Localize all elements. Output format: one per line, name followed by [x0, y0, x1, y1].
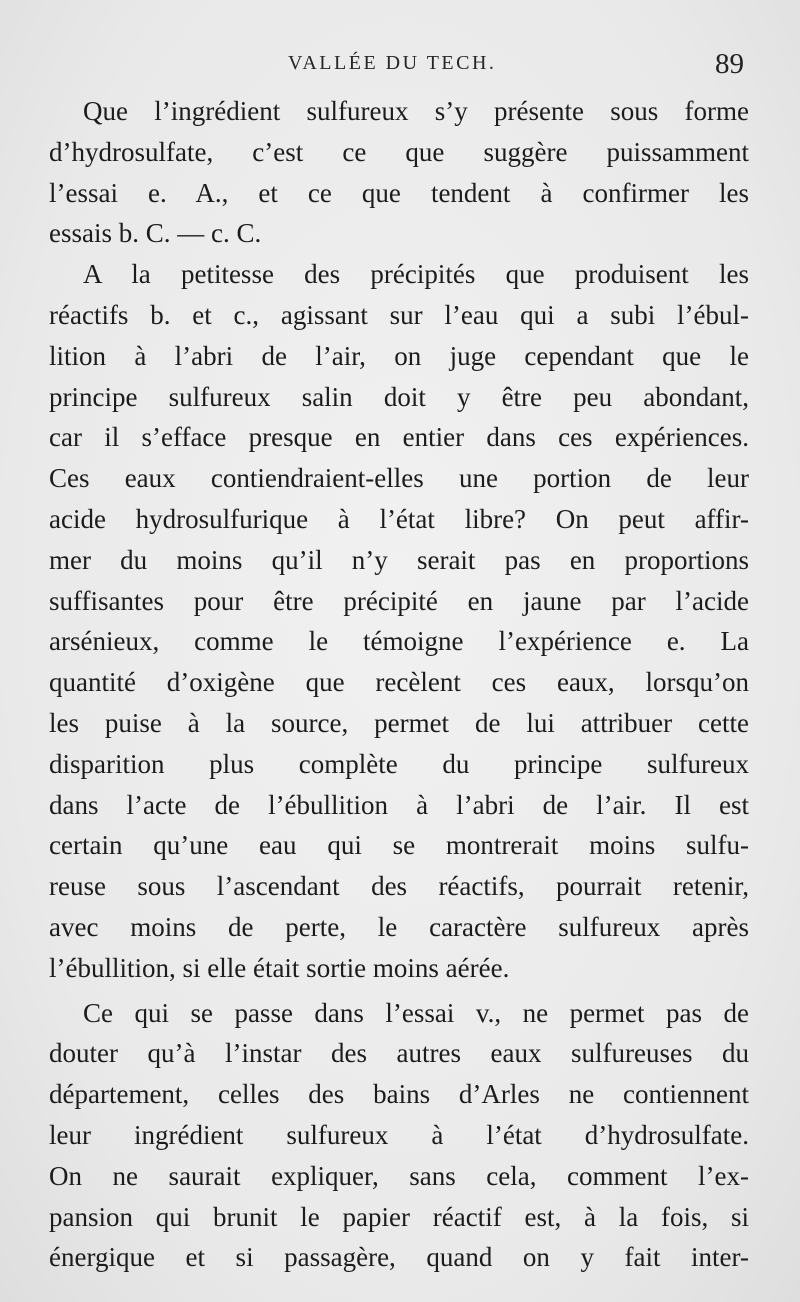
text-line: pansion qui brunit le papier réactif est, à la fois, si: [49, 1201, 749, 1232]
text-line: principe sulfureux salin doit y être peu abondant,: [49, 381, 749, 412]
text-line: suffisantes pour être précipité en jaune par l’acide: [49, 585, 749, 616]
text-line: leur ingrédient sulfureux à l’état d’hydrosulfate.: [49, 1119, 749, 1150]
text-line: On ne saurait expliquer, sans cela, comment l’ex-: [49, 1160, 749, 1191]
paragraph-2: [49, 254, 749, 988]
text-line: Que l’ingrédient sulfureux s’y présente sous forme: [83, 96, 749, 126]
text-line: dans l’acte de l’ébullition à l’abri de l’air. Il est: [49, 789, 749, 820]
running-head: VALLÉE DU TECH.: [288, 52, 497, 74]
text-line: essais b. C. — c. C.: [49, 218, 262, 249]
text-line: acide hydrosulfurique à l’état libre? On peut affir-: [49, 503, 749, 534]
text-line: Ces eaux contiendraient-elles une portion de leur: [49, 463, 749, 494]
text-line: car il s’efface presque en entier dans ces expériences.: [49, 422, 749, 453]
text-line: département, celles des bains d’Arles ne contiennent: [49, 1079, 749, 1110]
text-line: Ce qui se passe dans l’essai v., ne permet pas de: [83, 997, 749, 1028]
text-line: lition à l’abri de l’air, on juge cependant que le: [49, 340, 749, 371]
text-line: mer du moins qu’il n’y serait pas en proportions: [49, 544, 749, 575]
text-line: A la petitesse des précipités que produisent les: [83, 259, 749, 290]
text-line: d’hydrosulfate, c’est ce que suggère puissamment: [49, 136, 749, 167]
text-line: les puise à la source, permet de lui attribuer cette: [49, 707, 749, 738]
page-header: [50, 48, 750, 88]
text-line: douter qu’à l’instar des autres eaux sulfureuses du: [49, 1038, 749, 1069]
paragraph-3: [49, 993, 749, 1279]
text-line: énergique et si passagère, quand on y fait inter-: [49, 1242, 749, 1273]
text-line: avec moins de perte, le caractère sulfureux après: [49, 911, 749, 942]
text-line: reuse sous l’ascendant des réactifs, pourrait retenir,: [49, 871, 749, 902]
text-line: certain qu’une eau qui se montrerait moins sulfu-: [49, 830, 749, 861]
text-line: arsénieux, comme le témoigne l’expérience e. La: [49, 626, 749, 657]
body-text: [49, 91, 749, 1278]
page-number: 89: [715, 48, 744, 80]
text-line: quantité d’oxigène que recèlent ces eaux, lorsqu’on: [49, 667, 749, 698]
text-line: réactifs b. et c., agissant sur l’eau qui a subi l’ébul-: [49, 299, 749, 330]
text-line: disparition plus complète du principe sulfureux: [49, 748, 749, 779]
paragraph-1: [49, 91, 749, 254]
text-line: l’ébullition, si elle était sortie moins aérée.: [49, 952, 510, 983]
text-line: l’essai e. A., et ce que tendent à confirmer les: [49, 177, 749, 208]
